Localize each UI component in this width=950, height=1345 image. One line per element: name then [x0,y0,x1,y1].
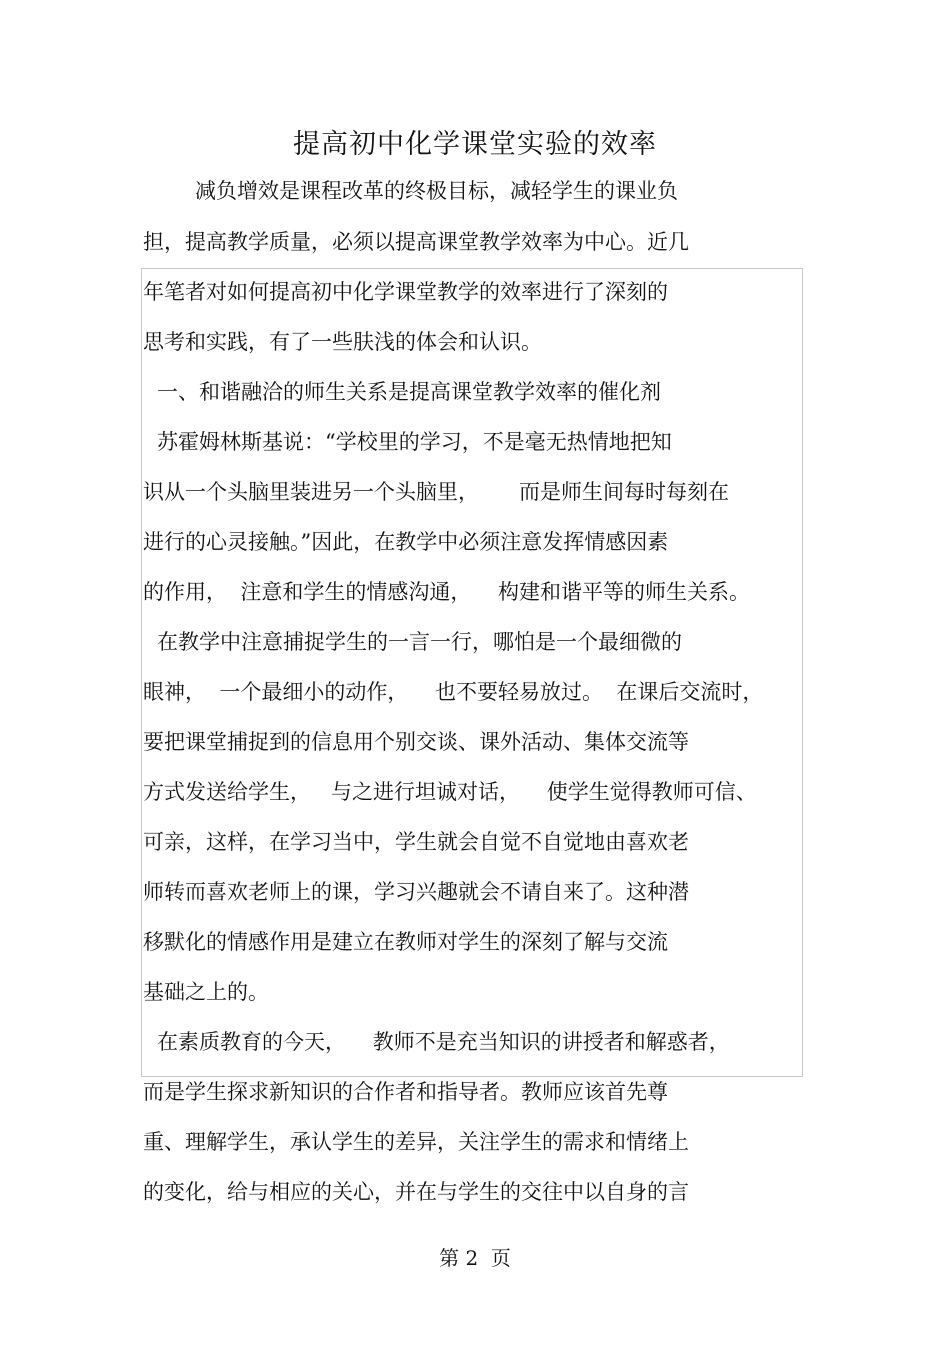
paragraph-line: 进行的心灵接触。”因此，在教学中必须注意发挥情感因素 [143,530,669,554]
paragraph-line: 的变化，给与相应的关心，并在与学生的交往中以自身的言 [143,1180,689,1204]
page-number: 第 2 页 [439,1246,511,1270]
paragraph-line: 眼神， 一个最细小的动作， 也不要轻易放过。 在课后交流时， [143,680,764,704]
paragraph-line: 的作用， 注意和学生的情感沟通， 构建和谐平等的师生关系。 [143,580,751,604]
paragraph-line: 识从一个头脑里装进另一个头脑里， 而是师生间每时每刻在 [143,480,730,504]
paragraph-line: 苏霍姆林斯基说：“学校里的学习，不是毫无热情地把知 [157,430,672,454]
paragraph-line: 要把课堂捕捉到的信息用个别交谈、课外活动、集体交流等 [143,730,689,754]
paragraph-line: 可亲，这样，在学习当中，学生就会自觉不自觉地由喜欢老 [143,830,689,854]
paragraph-line: 在素质教育的今天， 教师不是充当知识的讲授者和解惑者， [157,1030,730,1054]
paragraph-line: 移默化的情感作用是建立在教师对学生的深刻了解与交流 [143,930,668,954]
paragraph-line: 师转而喜欢老师上的课，学习兴趣就会不请自来了。这种潜 [143,880,689,904]
paragraph-line: 思考和实践，有了一些肤浅的体会和认识。 [143,330,542,354]
section-heading: 一、和谐融洽的师生关系是提高课堂教学效率的催化剂 [157,380,661,404]
paragraph-line: 年笔者对如何提高初中化学课堂教学的效率进行了深刻的 [143,280,668,304]
document-title: 提高初中化学课堂实验的效率 [293,129,657,160]
paragraph-line: 而是学生探求新知识的合作者和指导者。教师应该首先尊 [143,1080,668,1104]
paragraph-line: 减负增效是课程改革的终极目标，减轻学生的课业负 [195,179,678,203]
paragraph-line: 担，提高教学质量，必须以提高课堂教学效率为中心。近几 [143,230,689,254]
paragraph-line: 在教学中注意捕捉学生的一言一行，哪怕是一个最细微的 [157,630,682,654]
paragraph-line: 基础之上的。 [143,980,269,1004]
paragraph-line: 方式发送给学生， 与之进行坦诚对话， 使学生觉得教师可信、 [143,780,757,804]
paragraph-line: 重、理解学生，承认学生的差异，关注学生的需求和情绪上 [143,1130,689,1154]
